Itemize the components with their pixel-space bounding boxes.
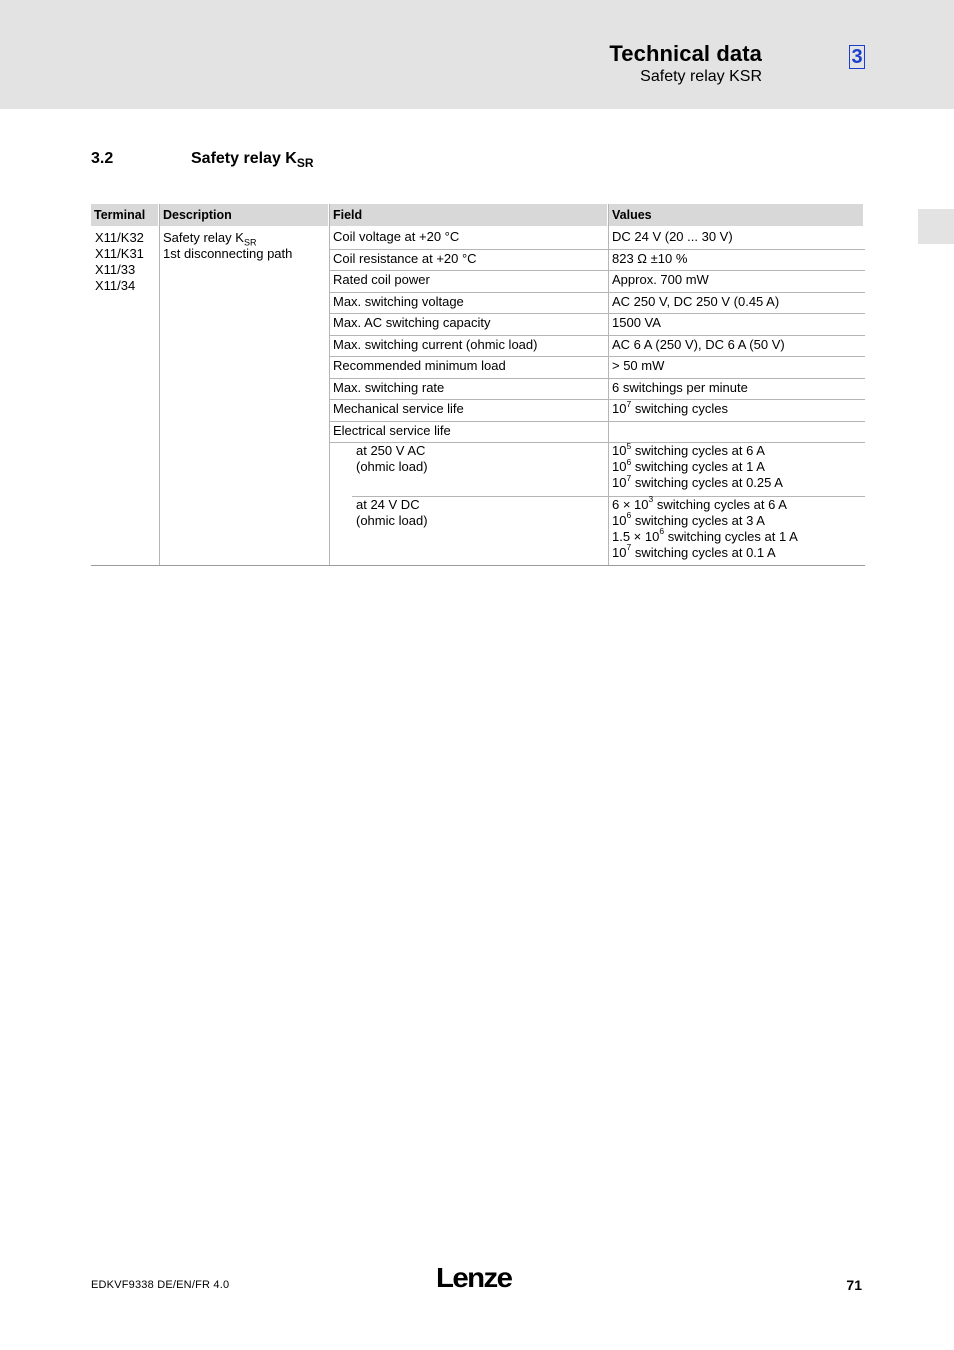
field-cell-electrical-life: Electrical service life — [333, 422, 451, 438]
column-header-field: Field — [330, 204, 607, 226]
field-cell: Max. AC switching capacity — [333, 315, 491, 330]
service-life-exponent: 6 — [626, 456, 632, 467]
chapter-link[interactable]: 3 — [849, 45, 865, 69]
value-exponent: 7 — [626, 398, 632, 409]
row-divider — [330, 399, 865, 400]
value-cell: 823 Ω ±10 % — [612, 250, 688, 266]
column-header-description: Description — [160, 204, 328, 226]
field-cell: Recommended minimum load — [333, 358, 506, 373]
description-cell — [163, 230, 292, 262]
service-life-text: switching cycles at 6 A — [631, 443, 765, 458]
value-cell: 1500 VA — [612, 315, 661, 330]
value-cell: AC 250 V, DC 250 V (0.45 A) — [612, 293, 780, 309]
condition-line: at 250 V AC — [356, 443, 426, 458]
field-cell: Max. switching voltage — [333, 293, 464, 309]
service-life-value — [612, 542, 798, 561]
service-life-value — [612, 494, 798, 513]
condition-line: (ohmic load) — [356, 459, 428, 474]
field-cell: Rated coil power — [333, 272, 430, 287]
row-divider — [330, 292, 865, 293]
electrical-life-dc-values — [612, 494, 798, 561]
column-divider — [159, 204, 160, 565]
section-title-text: Safety relay K — [191, 150, 297, 167]
service-life-value — [612, 510, 798, 529]
row-divider — [330, 421, 865, 422]
service-life-value — [612, 440, 783, 459]
field-cell: Coil voltage at +20 °C — [333, 229, 460, 244]
terminal-label: X11/34 — [95, 278, 136, 293]
field-cell: Coil resistance at +20 °C — [333, 250, 477, 266]
service-life-base: 10 — [612, 512, 627, 528]
description-line: 1st disconnecting path — [163, 246, 293, 261]
value-base: 10 — [612, 401, 627, 416]
service-life-exponent: 5 — [626, 440, 632, 451]
value-cell: Approx. 700 mW — [612, 272, 709, 287]
condition-line: at 24 V DC — [356, 496, 420, 512]
row-divider — [330, 249, 865, 250]
row-divider — [330, 356, 865, 357]
electrical-life-dc-label — [356, 497, 428, 529]
service-life-text: switching cycles at 6 A — [653, 496, 787, 512]
value-text: switching cycles — [631, 401, 729, 416]
service-life-base: 10 — [612, 475, 627, 490]
description-line — [163, 230, 292, 246]
service-life-exponent: 7 — [626, 542, 632, 553]
service-life-base: 6 × 10 — [612, 496, 649, 512]
service-life-exponent: 7 — [626, 472, 632, 483]
row-divider — [330, 378, 865, 379]
value-cell: > 50 mW — [612, 358, 665, 373]
service-life-base: 10 — [612, 443, 627, 458]
service-life-base: 10 — [612, 459, 627, 474]
chapter-side-tab — [918, 209, 954, 244]
description-text: Safety relay K — [163, 230, 244, 245]
section-title-subscript: SR — [296, 156, 314, 170]
table-bottom-rule — [91, 565, 865, 566]
terminal-cell — [95, 230, 144, 294]
row-divider — [330, 335, 865, 336]
service-life-base: 1.5 × 10 — [612, 528, 660, 544]
row-divider — [330, 313, 865, 314]
service-life-value — [612, 526, 798, 545]
electrical-life-ac-values — [612, 440, 783, 491]
service-life-value — [612, 472, 783, 491]
service-life-exponent: 6 — [626, 510, 632, 521]
service-life-exponent: 6 — [659, 526, 665, 537]
column-header-values: Values — [609, 204, 863, 226]
value-cell — [612, 398, 729, 417]
service-life-text: switching cycles at 0.25 A — [631, 475, 783, 490]
column-header-terminal: Terminal — [91, 204, 158, 226]
column-divider — [608, 204, 609, 565]
electrical-life-ac-label — [356, 443, 428, 475]
column-divider — [329, 204, 330, 565]
value-cell: DC 24 V (20 ... 30 V) — [612, 229, 733, 244]
service-life-exponent: 3 — [648, 494, 654, 505]
page-subtitle: Safety relay KSR — [640, 68, 762, 85]
service-life-text: switching cycles at 0.1 A — [631, 544, 776, 560]
terminal-label: X11/K32 — [95, 230, 144, 245]
terminal-label: X11/K31 — [95, 246, 144, 261]
section-title — [191, 150, 314, 168]
document-id: EDKVF9338 DE/EN/FR 4.0 — [91, 1279, 230, 1291]
description-subscript: SR — [243, 237, 257, 248]
value-cell: AC 6 A (250 V), DC 6 A (50 V) — [612, 336, 785, 352]
service-life-text: switching cycles at 1 A — [664, 528, 798, 544]
page-number: 71 — [846, 1277, 862, 1293]
service-life-value — [612, 456, 783, 475]
row-divider — [330, 270, 865, 271]
condition-line: (ohmic load) — [356, 512, 428, 528]
lenze-logo: Lenze — [436, 1262, 512, 1293]
service-life-text: switching cycles at 1 A — [631, 459, 765, 474]
header-band — [0, 0, 954, 109]
terminal-label: X11/33 — [95, 262, 136, 277]
value-cell: 6 switchings per minute — [612, 379, 748, 395]
field-cell: Mechanical service life — [333, 401, 464, 416]
service-life-text: switching cycles at 3 A — [631, 512, 765, 528]
service-life-base: 10 — [612, 544, 627, 560]
page-title: Technical data — [609, 41, 762, 66]
section-number: 3.2 — [91, 150, 114, 167]
field-cell: Max. switching rate — [333, 379, 445, 395]
field-cell: Max. switching current (ohmic load) — [333, 336, 538, 352]
